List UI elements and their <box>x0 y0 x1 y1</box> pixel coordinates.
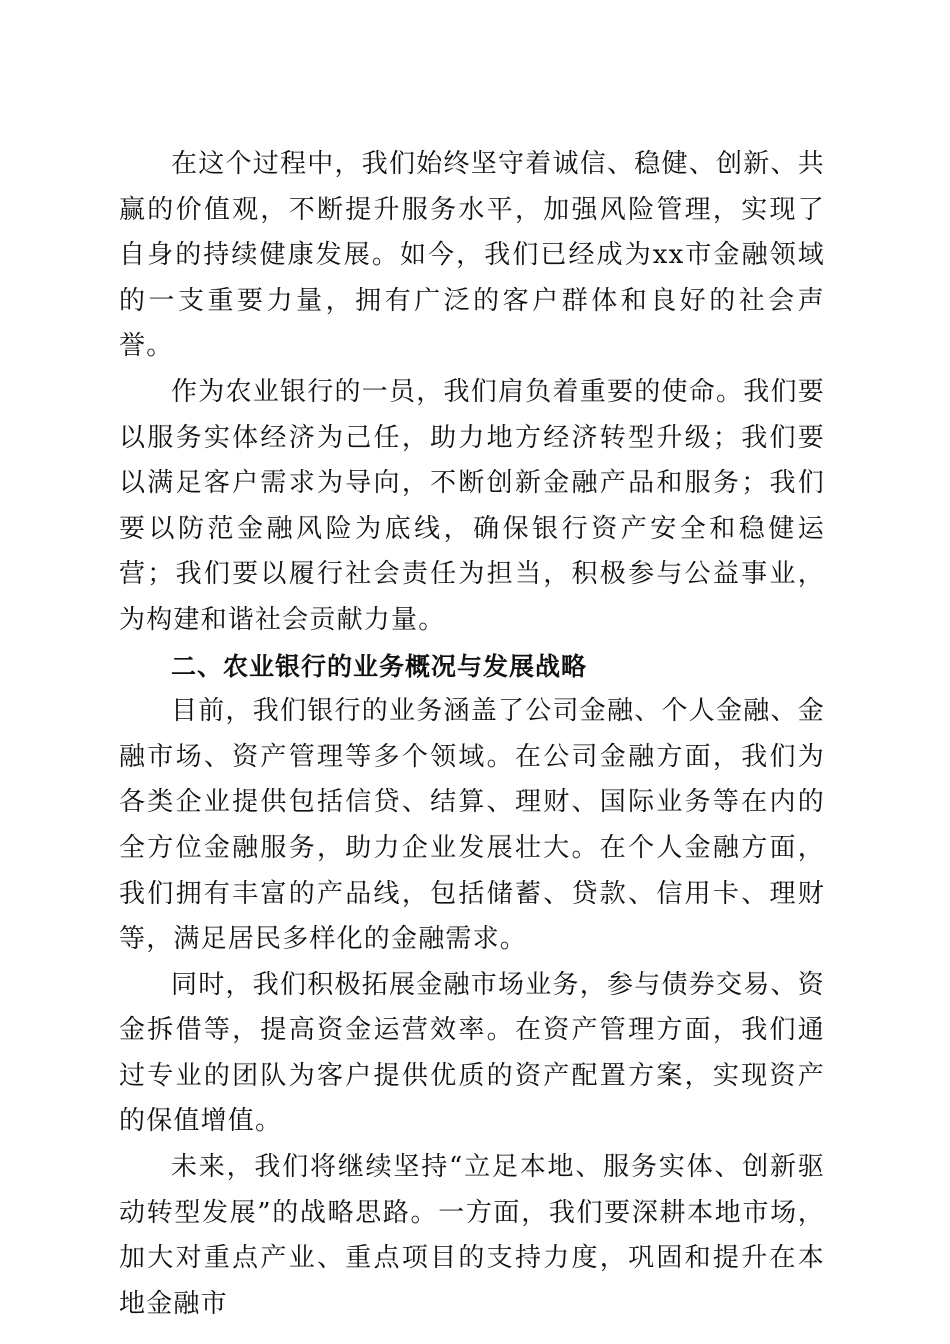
paragraph-market-asset: 同时，我们积极拓展金融市场业务，参与债券交易、资金拆借等，提高资金运营效率。在资产管理方面，我们通过专业的团队为客户提供优质的资产配置方案，实现资产的保值增值。 <box>119 969 825 1137</box>
paragraph-business-overview: 目前，我们银行的业务涵盖了公司金融、个人金融、金融市场、资产管理等多个领域。在公司金融方面，我们为各类企业提供包括信贷、结算、理财、国际业务等在内的全方位金融服务，助力企业发展壮大。在个人金融方面，我们拥有丰富的产品线，包括储蓄、贷款、信用卡、理财等，满足居民多样化的金融需求。 <box>119 696 825 955</box>
paragraph-values: 在这个过程中，我们始终坚守着诚信、稳健、创新、共赢的价值观，不断提升服务水平，加强风险管理，实现了自身的持续健康发展。如今，我们已经成为xx市金融领域的一支重要力量，拥有广泛的客户群体和良好的社会声誉。 <box>119 149 825 362</box>
paragraph-mission: 作为农业银行的一员，我们肩负着重要的使命。我们要以服务实体经济为己任，助力地方经济转型升级；我们要以满足客户需求为导向，不断创新金融产品和服务；我们要以防范金融风险为底线，确保银行资产安全和稳健运营；我们要以履行社会责任为担当，积极参与公益事业，为构建和谐社会贡献力量。 <box>119 376 825 635</box>
section-heading: 二、农业银行的业务概况与发展战略 <box>171 651 588 681</box>
document-body <box>119 142 825 1327</box>
paragraph-strategy: 未来，我们将继续坚持“立足本地、服务实体、创新驱动转型发展”的战略思路。一方面，我们要深耕本地市场，加大对重点产业、重点项目的支持力度，巩固和提升在本地金融市 <box>119 1152 825 1319</box>
